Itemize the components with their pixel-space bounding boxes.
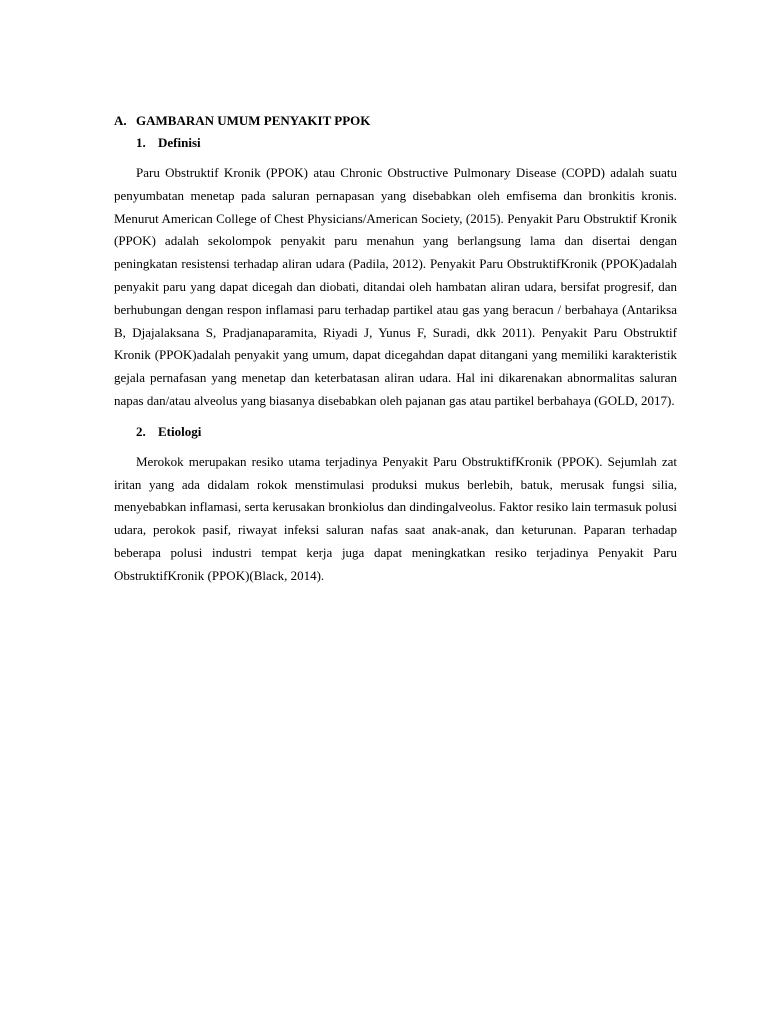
subsection-heading-definisi xyxy=(114,134,677,152)
section-heading xyxy=(114,112,677,130)
subsection-number: 2. xyxy=(136,423,146,439)
subsection-title: Etiologi xyxy=(158,423,202,439)
paragraph-etiologi: Merokok merupakan resiko utama terjadinya Penyakit Paru ObstruktifKronik (PPOK). Sejumlah zat iritan yang ada didalam rokok menstimulasi produksi mukus berlebih, batuk, merusak fungsi silia, menyebabkan inflamasi, serta kerusakan bronkiolus dan dindingalveolus. Faktor resiko lain termasuk polusi udara, perokok pasif, riwayat infeksi saluran nafas saat anak-anak, dan keturunan. Paparan terhadap beberapa polusi industri tempat kerja juga dapat meningkatkan resiko terjadinya Penyakit Paru ObstruktifKronik (PPOK)(Black, 2014). xyxy=(114,453,677,583)
subsection-number: 1. xyxy=(136,135,146,150)
subsection-heading-etiologi xyxy=(114,423,677,441)
section-title: GAMBARAN UMUM PENYAKIT PPOK xyxy=(136,113,371,128)
subsection-title: Definisi xyxy=(158,135,201,150)
document-body xyxy=(114,112,677,588)
section-number: A. xyxy=(114,113,127,128)
paragraph-definisi: Paru Obstruktif Kronik (PPOK) atau Chronic Obstructive Pulmonary Disease (COPD) adalah suatu penyumbatan menetap pada saluran pernapasan yang disebabkan oleh emfisema dan bronkitis kronis. Menurut American College of Chest Physicians/American Society, (2015). Penyakit Paru Obstruktif Kronik (PPOK) adalah sekolompok penyakit paru menahun yang berlangsung lama dan disertai dengan peningkatan resistensi terhadap aliran udara (Padila, 2012). Penyakit Paru ObstruktifKronik (PPOK)adalah penyakit paru yang dapat dicegah dan diobati, ditandai oleh hambatan aliran udara, bersifat progresif, dan berhubungan dengan respon inflamasi paru terhadap partikel atau gas yang beracun / berbahaya (Antariksa B, Djajalaksana S, Pradjanaparamita, Riyadi J, Yunus F, Suradi, dkk 2011). Penyakit Paru Obstruktif Kronik (PPOK)adalah penyakit yang umum, dapat dicegahdan dapat ditangani yang memiliki karakteristik gejala pernafasan yang menetap dan keterbatasan aliran udara. Hal ini dikarenakan abnormalitas saluran napas dan/atau alveolus yang biasanya disebabkan oleh pajanan gas atau partikel berbahaya (GOLD, 2017). xyxy=(114,165,677,408)
